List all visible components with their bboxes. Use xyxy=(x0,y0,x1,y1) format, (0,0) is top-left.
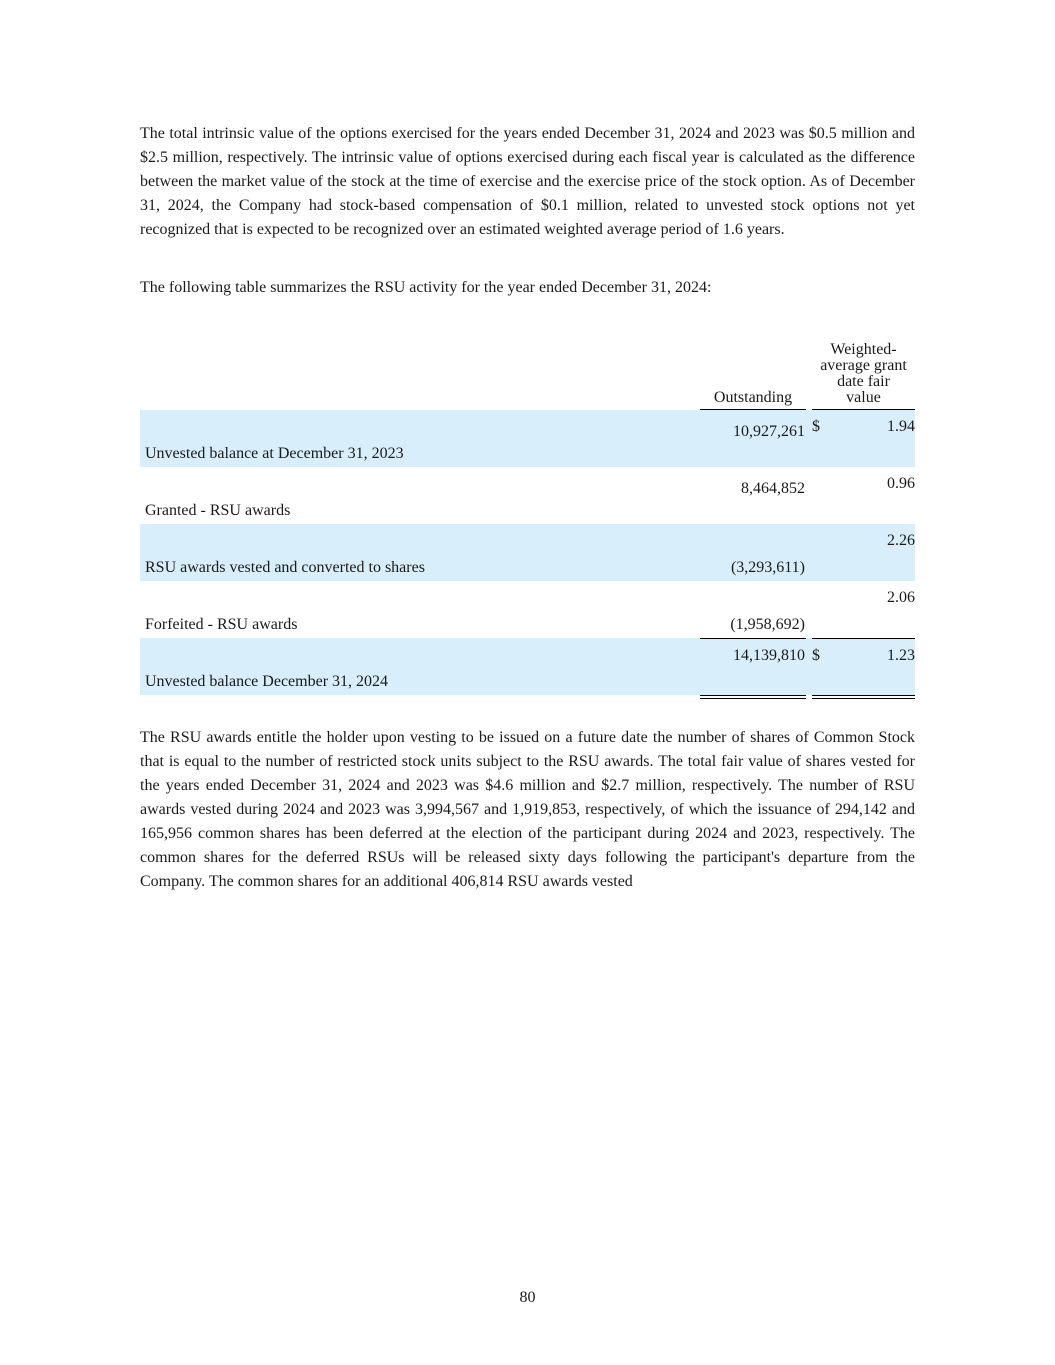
page-number: 80 xyxy=(519,1289,536,1306)
row-dollar-sign: $ xyxy=(812,418,820,435)
table-row-granted xyxy=(140,467,915,524)
header-outstanding: Outstanding xyxy=(700,387,806,410)
row-label: Unvested balance December 31, 2024 xyxy=(145,673,389,690)
total-rule-wavg xyxy=(812,638,915,639)
table-row-forfeited xyxy=(140,581,915,638)
rsu-activity-table xyxy=(140,330,915,695)
row-label: RSU awards vested and converted to shares xyxy=(145,559,425,576)
row-weighted-average: 0.96 xyxy=(887,475,915,492)
row-label: Unvested balance at December 31, 2023 xyxy=(145,445,404,462)
total-rule-outstanding xyxy=(700,638,806,639)
rsu-description-paragraph: The RSU awards entitle the holder upon vesting to be issued on a future date the number of shares of Common Stock that is equal to the number of restricted stock units subject to the RSU awards. The total fair value of shares vested for the years ended December 31, 2024 and 2023 was $4.6 million and $2.7 million, respectively. The number of RSU awards vested during 2024 and 2023 was 3,994,567 and 1,919,853, respectively, of which the issuance of 294,142 and 165,956 common shares has been deferred at the election of the participant during 2024 and 2023, respectively. The common shares for the deferred RSUs will be released sixty days following the participant's departure from the Company. The common shares for an additional 406,814 RSU awards vested xyxy=(140,729,915,890)
row-outstanding: (3,293,611) xyxy=(730,559,805,576)
intro-paragraph: The total intrinsic value of the options exercised for the years ended December 31, 2024 and 2023 was $0.5 million and $2.5 million, respectively. The intrinsic value of options exercised during each fiscal year is calculated as the difference between the market value of the stock at the time of exercise and the exercise price of the stock option. As of December 31, 2024, the Company had stock-based compensation of $0.1 million, related to unvested stock options not yet recognized that is expected to be recognized over an estimated weighted average period of 1.6 years. xyxy=(140,125,915,238)
row-label: Forfeited - RSU awards xyxy=(145,616,298,633)
table-intro-paragraph: The following table summarizes the RSU activity for the year ended December 31, 2024: xyxy=(140,279,712,296)
row-outstanding: 10,927,261 xyxy=(733,423,805,440)
row-label: Granted - RSU awards xyxy=(145,502,291,519)
table-row-unvested-2023 xyxy=(140,410,915,467)
table-row-unvested-2024 xyxy=(140,638,915,695)
row-dollar-sign: $ xyxy=(812,647,820,664)
row-weighted-average: 2.26 xyxy=(887,532,915,549)
double-rule-outstanding xyxy=(700,695,806,699)
header-weighted-average xyxy=(812,342,915,410)
table-header xyxy=(140,330,915,410)
row-outstanding: 14,139,810 xyxy=(733,647,805,664)
header-wavg-line2: average grant xyxy=(820,357,907,374)
header-wavg-line1: Weighted- xyxy=(830,341,897,358)
double-rule-wavg xyxy=(812,695,915,699)
row-weighted-average: 2.06 xyxy=(887,589,915,606)
row-weighted-average: 1.94 xyxy=(887,418,915,435)
header-wavg-line3: date fair xyxy=(837,373,890,390)
header-wavg-line4: value xyxy=(846,389,881,406)
row-weighted-average: 1.23 xyxy=(887,647,915,664)
row-outstanding: (1,958,692) xyxy=(730,616,805,633)
row-outstanding: 8,464,852 xyxy=(741,480,805,497)
table-row-vested xyxy=(140,524,915,581)
